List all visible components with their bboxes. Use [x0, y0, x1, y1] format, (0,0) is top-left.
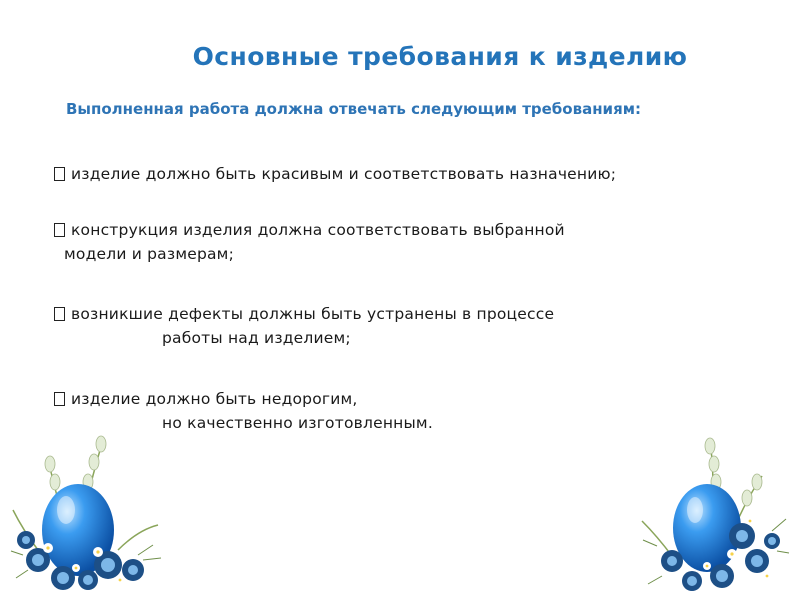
square-bullet-icon [54, 167, 65, 181]
square-bullet-icon [54, 223, 65, 237]
requirement-item-2 [54, 218, 565, 266]
requirement-text: конструкция изделия должна соответствовать выбранной [71, 221, 565, 239]
requirement-item-1 [54, 162, 616, 186]
requirement-text-continued: модели и размерам; [64, 245, 234, 263]
requirement-item-4 [54, 387, 433, 435]
requirement-item-3 [54, 302, 554, 350]
requirement-text: возникшие дефекты должны быть устранены в процессе [71, 305, 555, 323]
easter-egg-flowers-icon [632, 436, 792, 596]
slide-title: Основные требования к изделию [192, 42, 688, 71]
requirement-text-continued: работы над изделием; [162, 329, 351, 347]
slide-subtitle: Выполненная работа должна отвечать следующим требованиям: [66, 100, 641, 118]
requirement-text-continued: но качественно изготовленным. [162, 414, 433, 432]
square-bullet-icon [54, 307, 65, 321]
requirement-text: изделие должно быть недорогим, [71, 390, 358, 408]
easter-egg-flowers-icon [8, 430, 168, 595]
square-bullet-icon [54, 392, 65, 406]
requirement-text: изделие должно быть красивым и соответствовать назначению; [71, 165, 617, 183]
